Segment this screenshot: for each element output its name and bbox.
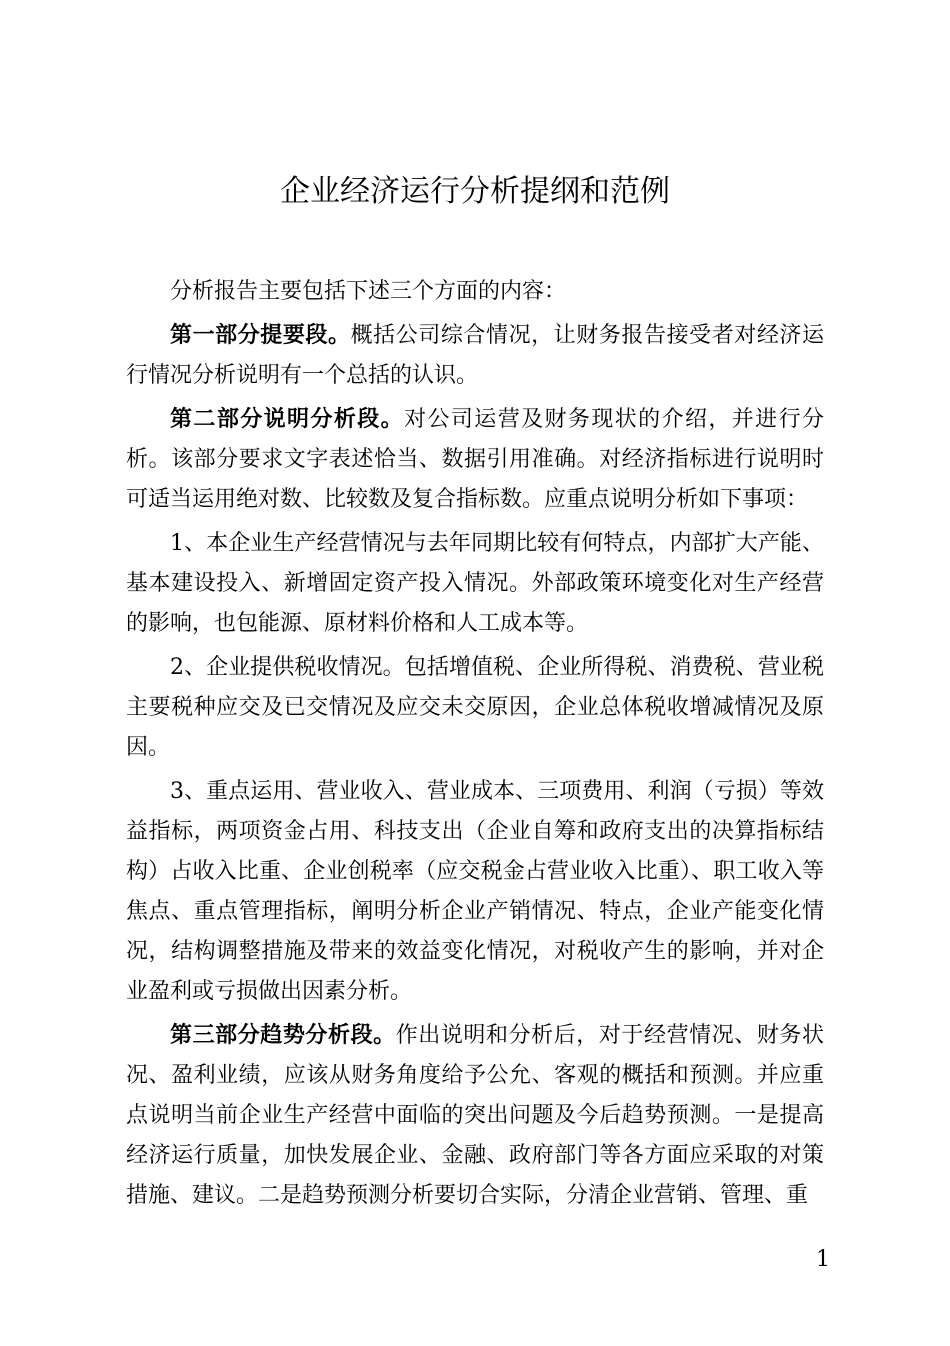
part2-text: 对公司运营及财务现状的介绍，并进行分析。该部分要求文字表述恰当、数据引用准确。对经济指标进行说明时可适当运用绝对数、比较数及复合指标数。应重点说明分析如下事项： xyxy=(126,407,824,512)
part3-heading: 第三部分趋势分析段。 xyxy=(170,1023,396,1048)
item2-paragraph: 2、企业提供税收情况。包括增值税、企业所得税、消费税、营业税主要税种应交及已交情况及应交未交原因，企业总体税收增减情况及原因。 xyxy=(126,655,824,760)
part1-heading: 第一部分提要段。 xyxy=(170,323,351,348)
document-body xyxy=(126,272,824,1216)
item1-paragraph: 1、本企业生产经营情况与去年同期比较有何特点，内部扩大产能、基本建设投入、新增固定资产投入情况。外部政策环境变化对生产经营的影响，也包能源、原材料价格和人工成本等。 xyxy=(126,531,824,636)
page-number: 1 xyxy=(816,1247,830,1272)
part3-paragraph xyxy=(126,1016,824,1216)
part1-text: 概括公司综合情况，让财务报告接受者对经济运行情况分析说明有一个总括的认识。 xyxy=(126,323,824,388)
part2-paragraph xyxy=(126,400,824,520)
intro-paragraph: 分析报告主要包括下述三个方面的内容： xyxy=(170,279,567,304)
part2-heading: 第二部分说明分析段。 xyxy=(170,407,405,432)
part3-text: 作出说明和分析后，对于经营情况、财务状况、盈利业绩，应该从财务角度给予公允、客观的概括和预测。并应重点说明当前企业生产经营中面临的突出问题及今后趋势预测。一是提高经济运行质量，加快发展企业、金融、政府部门等各方面应采取的对策措施、建议。二是趋势预测分析要切合实际，分清企业营销、管理、重 xyxy=(126,1023,824,1208)
document-title: 企业经济运行分析提纲和范例 xyxy=(280,174,670,209)
part1-paragraph xyxy=(126,316,824,396)
item3-paragraph: 3、重点运用、营业收入、营业成本、三项费用、利润（亏损）等效益指标，两项资金占用、科技支出（企业自筹和政府支出的决算指标结构）占收入比重、企业创税率（应交税金占营业收入比重）、职工收入等焦点、重点管理指标，阐明分析企业产销情况、特点，企业产能变化情况，结构调整措施及带来的效益变化情况，对税收产生的影响，并对企业盈利或亏损做出因素分析。 xyxy=(126,779,824,1004)
